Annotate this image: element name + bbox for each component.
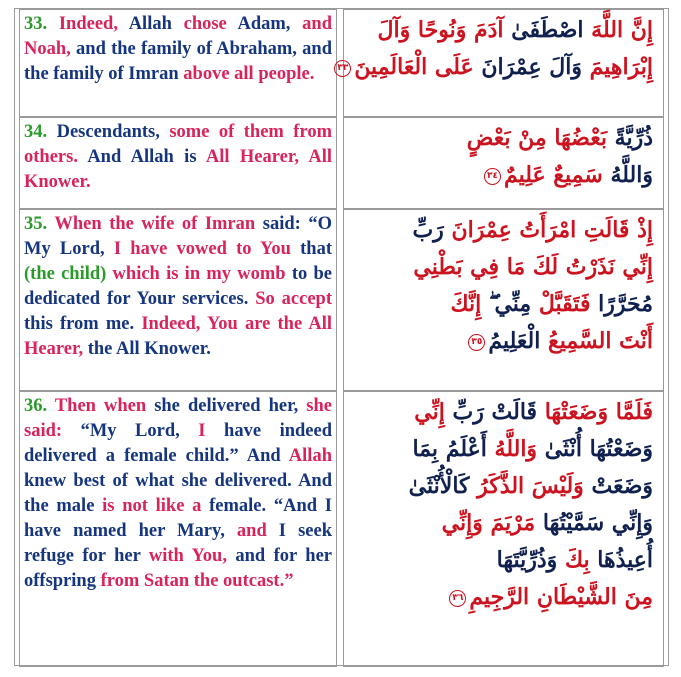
english-cell [19, 209, 337, 391]
verse-row-34 [15, 117, 668, 209]
arabic-segment: قَالَتْ رَبِّ [444, 399, 538, 425]
arabic-segment: إِنِّي نَذَرْتُ لَكَ [525, 254, 653, 280]
translation-segment: Imran [197, 214, 256, 234]
arabic-segment: وَضَعْتُهَا أُنْثَىٰ [537, 436, 653, 462]
arabic-segment: إِذْ قَالَتِ [576, 217, 653, 243]
translation-segment: with You, [140, 546, 227, 566]
english-cell [19, 391, 337, 667]
arabic-segment: مَرْيَمَ [482, 510, 536, 536]
arabic-segment: أَعْلَمُ بِمَا [412, 436, 487, 462]
arabic-segment: بَعْضُهَا مِنْ بَعْضٍ [466, 125, 607, 151]
arabic-segment: أُعِيذُهَا [589, 547, 653, 573]
translation-segment: and Noah, [24, 14, 332, 59]
arabic-line [350, 579, 653, 616]
translation-segment: female. [201, 496, 267, 516]
translation-segment: she said: [24, 396, 332, 441]
translation-segment: and for her offspring [24, 546, 332, 591]
arabic-line [350, 468, 653, 505]
arabic-line [350, 286, 653, 323]
arabic-line [350, 120, 653, 157]
arabic-segment: وَاللَّهُ [486, 436, 538, 462]
arabic-segment: أَنْتَ السَّمِيعُ [540, 328, 653, 354]
arabic-segment: وَآلَ عِمْرَانَ [473, 54, 582, 80]
verse-number: 35. [24, 214, 48, 234]
arabic-segment: وَنُوحًا وَآلَ [377, 17, 467, 43]
arabic-segment: فَلَمَّا وَضَعَتْهَا [537, 399, 653, 425]
translation-segment: this from me. [24, 314, 135, 334]
arabic-cell [343, 209, 664, 391]
arabic-segment: مُحَرَّرًا [590, 291, 653, 317]
translation-segment: from Satan the outcast.” [95, 571, 294, 591]
arabic-segment: إِنَّ اللَّهَ [583, 17, 653, 43]
arabic-segment: فَتَقَبَّلْ [531, 291, 591, 317]
arabic-segment: كَالْأُنْثَىٰ [408, 473, 470, 499]
arabic-segment: وَإِنِّي سَمَّيْتُهَا [535, 510, 653, 536]
arabic-segment: وَاللَّهُ [602, 162, 653, 188]
translation-segment: Then when [47, 396, 147, 416]
translation-segment: the All Knower. [83, 339, 211, 359]
arabic-segment: مِنِّي ۖ [481, 291, 532, 317]
translation-segment: And [238, 446, 281, 466]
translation-segment: and [224, 521, 267, 541]
arabic-segment: وَضَعَتْ [583, 473, 653, 499]
translation-segment: I have vowed to You [104, 239, 291, 259]
translation-segment: So accept [248, 289, 332, 309]
translation-segment: is not like a [94, 496, 202, 516]
translation-segment: (the child) [24, 264, 107, 284]
translation-segment: Descendants, [47, 122, 160, 142]
arabic-line [350, 157, 653, 194]
ayah-end-marker: ٣٣ [334, 60, 351, 77]
translation-segment: “And I have named her Mary, [24, 496, 332, 541]
translation-segment: chose [171, 14, 227, 34]
translation-segment: Allah [117, 14, 172, 34]
verse-number: 34. [24, 122, 48, 142]
arabic-segment: إِنِّي [414, 399, 445, 425]
verse-row-36 [15, 391, 668, 667]
translation-segment: Indeed, [47, 14, 118, 34]
arabic-segment: الْعَلِيمُ [488, 328, 541, 354]
translation-segment: knew best of what she delivered. [24, 471, 292, 491]
arabic-cell [343, 391, 664, 667]
translation-segment: to be dedicated for Your services. [24, 264, 333, 309]
arabic-segment: رَبِّ [412, 217, 444, 243]
translation-segment: and the family of Imran [24, 39, 332, 84]
arabic-segment: وَلَيْسَ الذَّكَرُ [469, 473, 584, 499]
arabic-cell [337, 9, 664, 117]
verse-row-35 [15, 209, 668, 391]
english-cell [19, 9, 337, 117]
arabic-segment: وَإِنِّي [441, 510, 483, 536]
translation-segment: said: “O My Lord, [24, 214, 332, 259]
arabic-line [350, 394, 653, 431]
arabic-line [350, 505, 653, 542]
translation-segment: for her [74, 546, 141, 566]
arabic-segment: عَلَى الْعَالَمِينَ [354, 54, 474, 80]
translation-segment: she delivered her, [146, 396, 299, 416]
translation-segment: Adam, [226, 14, 291, 34]
translation-segment: I seek refuge [24, 521, 332, 566]
translation-segment: some of them from others. [24, 122, 332, 167]
arabic-segment: إِبْرَاهِيمَ [581, 54, 653, 80]
ayah-end-marker: ٣٥ [468, 334, 485, 351]
arabic-line [350, 12, 653, 49]
arabic-segment: سَمِيعٌ عَلِيمٌ [503, 162, 603, 188]
arabic-line [350, 249, 653, 286]
arabic-segment: وَذُرِّيَّتَهَا [496, 547, 558, 573]
translation-segment: and the family of Abraham, [70, 39, 297, 59]
arabic-segment: ذُرِّيَّةً [607, 125, 653, 151]
arabic-segment: امْرَأَتُ عِمْرَانَ [443, 217, 577, 243]
ayah-end-marker: ٣٤ [484, 168, 501, 185]
arabic-line [350, 542, 653, 579]
arabic-segment: اصْطَفَىٰ [503, 17, 584, 43]
translation-segment: above all people. [178, 64, 315, 84]
arabic-line [350, 323, 653, 360]
arabic-line [350, 212, 653, 249]
verse-table [14, 8, 669, 666]
arabic-segment: إِنَّكَ [450, 291, 482, 317]
arabic-segment: بِكَ [557, 547, 590, 573]
verse-row-33 [15, 9, 668, 117]
verse-number: 36. [24, 396, 48, 416]
translation-segment: which is in my womb [106, 264, 286, 284]
translation-segment: And Allah is [77, 147, 197, 167]
translation-segment: All Hearer, All Knower. [24, 147, 332, 192]
translation-segment: have indeed delivered a female child.” [24, 421, 332, 466]
translation-segment: When the wife of [47, 214, 198, 234]
arabic-segment: مِنَ الشَّيْطَانِ الرَّجِيمِ [469, 584, 653, 610]
arabic-line [337, 49, 653, 86]
translation-segment: I [179, 421, 206, 441]
translation-segment: “My Lord, [62, 421, 180, 441]
arabic-segment: مَا فِي بَطْنِي [413, 254, 526, 280]
translation-segment: that [290, 239, 332, 259]
english-cell [19, 117, 337, 209]
arabic-line [350, 431, 653, 468]
ayah-end-marker: ٣٦ [449, 590, 466, 607]
arabic-cell [343, 117, 664, 209]
verse-number: 33. [24, 14, 48, 34]
translation-segment: Allah [280, 446, 332, 466]
translation-segment: Indeed, You are the All Hearer, [24, 314, 332, 359]
arabic-segment: آدَمَ [466, 17, 504, 43]
translation-segment: And the male [24, 471, 333, 516]
